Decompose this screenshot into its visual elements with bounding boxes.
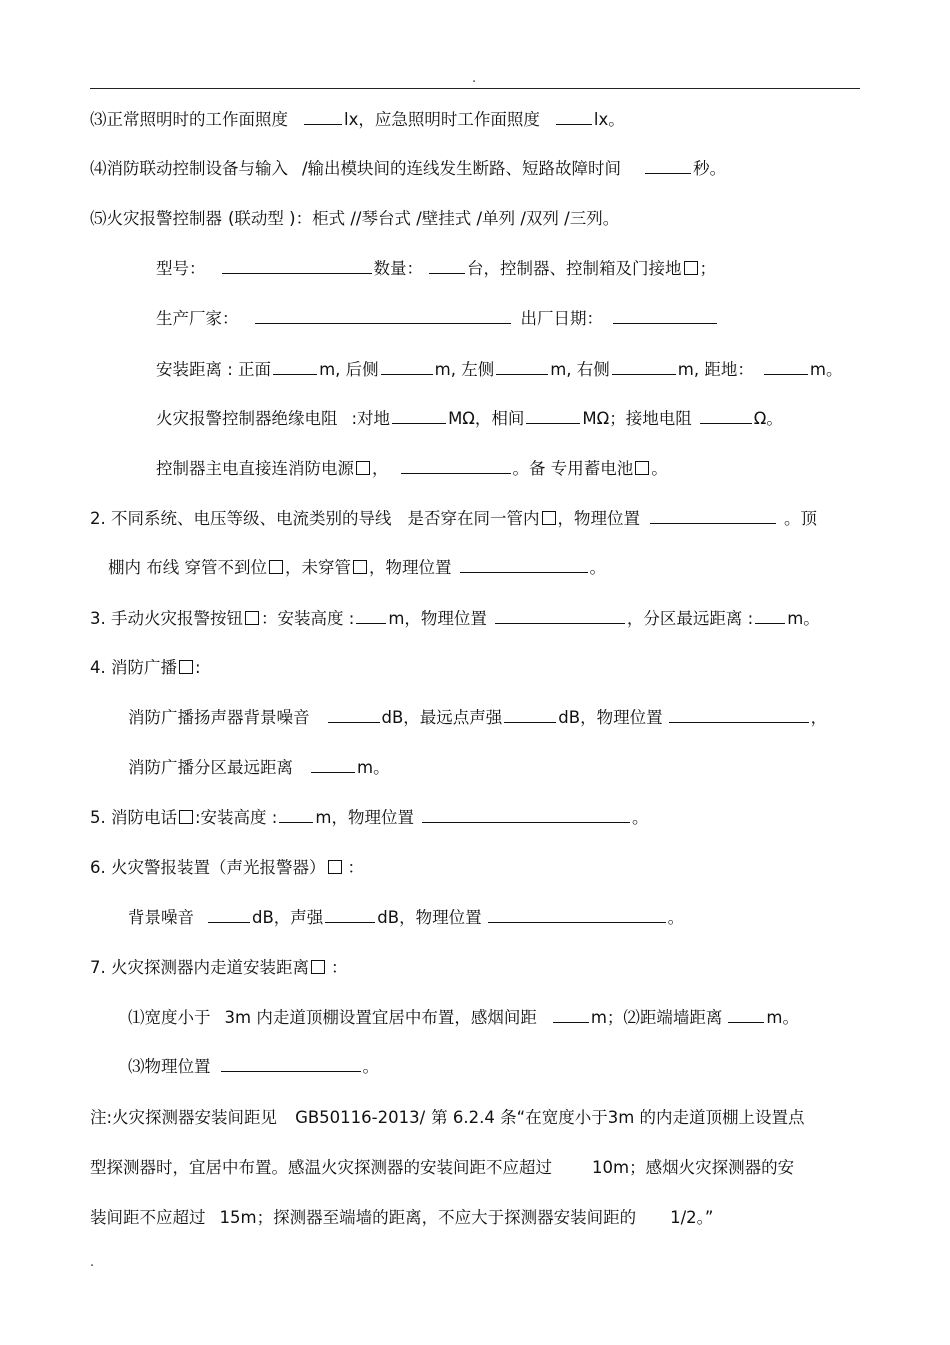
fire-phone-height-field[interactable] — [279, 807, 313, 823]
fire-phone-checkbox[interactable] — [179, 810, 193, 824]
header-rule — [90, 88, 860, 89]
broadcast-checkbox[interactable] — [179, 660, 193, 674]
main-power-checkbox[interactable] — [356, 461, 370, 475]
fault-time-field[interactable] — [645, 158, 691, 174]
line-detector-corridor: 7. 火灾探测器内走道安装距离 ： — [90, 958, 348, 977]
power-note-field[interactable] — [401, 458, 511, 474]
broadcast-distance-field[interactable] — [311, 757, 355, 773]
manual-alarm-location-field[interactable] — [495, 608, 625, 624]
speaker-location-field[interactable] — [669, 707, 809, 723]
alarm-noise-field[interactable] — [208, 907, 250, 923]
speaker-noise-field[interactable] — [328, 707, 380, 723]
line-power: 控制器主电直接连消防电源 ， 。备 专用蓄电池 。 — [156, 459, 668, 478]
line-ceiling-wiring: 棚内 布线 穿管不到位 ，未穿管 ，物理位置 。 — [108, 558, 606, 577]
conduit-incomplete-checkbox[interactable] — [269, 560, 283, 574]
line-install-distance: 安装距离 : 正面 m, 后侧 m, 左侧 m, 右侧 m, 距地： m。 — [156, 360, 843, 379]
emergency-illuminance-field[interactable] — [556, 109, 592, 125]
detector-corridor-checkbox[interactable] — [311, 960, 325, 974]
left-distance-field[interactable] — [496, 359, 548, 375]
manual-alarm-height-field[interactable] — [356, 608, 386, 624]
alarm-location-field[interactable] — [488, 907, 666, 923]
smoke-spacing-field[interactable] — [553, 1007, 589, 1023]
line-alarm-device: 6. 火灾警报装置（声光报警器） ： — [90, 858, 364, 877]
ceiling-location-field[interactable] — [460, 557, 588, 573]
note-line-1: 注:火灾探测器安装间距见 GB50116-2013/ 第 6.2.4 条“在宽度小于3m 的内走道顶棚上设置点 — [90, 1108, 805, 1127]
line-broadcast: 4. 消防广播 : — [90, 658, 201, 677]
line-insulation: 火灾报警控制器绝缘电阻 :对地 MΩ，相间 MΩ；接地电阻 Ω。 — [156, 409, 783, 428]
line-controller-type: ⑸火灾报警控制器 (联动型 )：柜式 //琴台式 /壁挂式 /单列 /双列 /三列。 — [90, 209, 620, 228]
model-field[interactable] — [222, 258, 372, 274]
grounding-checkbox[interactable] — [684, 261, 698, 275]
line-model: 型号： 数量： 台，控制器、控制箱及门接地 ； — [156, 259, 716, 278]
alarm-level-field[interactable] — [325, 907, 375, 923]
line-manual-alarm: 3. 手动火灾报警按钮 ：安装高度 : m，物理位置 ，分区最远距离 : m。 — [90, 609, 820, 628]
quantity-field[interactable] — [429, 258, 465, 274]
line-fire-phone: 5. 消防电话 :安装高度 : m，物理位置 。 — [90, 808, 649, 827]
same-conduit-checkbox[interactable] — [542, 511, 556, 525]
no-conduit-checkbox[interactable] — [353, 560, 367, 574]
line-detector-location: ⑶物理位置 。 — [128, 1057, 379, 1076]
speaker-level-field[interactable] — [504, 707, 556, 723]
manual-alarm-checkbox[interactable] — [245, 611, 259, 625]
right-distance-field[interactable] — [612, 359, 676, 375]
front-distance-field[interactable] — [273, 359, 317, 375]
footer-dot: . — [90, 1255, 95, 1270]
note-line-2: 型探测器时，宜居中布置。感温火灾探测器的安装间距不应超过 10m；感烟火灾探测器的安 — [90, 1158, 795, 1177]
detector-location-field[interactable] — [221, 1056, 361, 1072]
ground-resistance-field[interactable] — [392, 408, 446, 424]
battery-checkbox[interactable] — [635, 461, 649, 475]
rear-distance-field[interactable] — [381, 359, 433, 375]
manufacturer-field[interactable] — [255, 308, 511, 324]
line-detector-spacing: ⑴宽度小于 3m 内走道顶棚设置宜居中布置，感烟间距 m；⑵距端墙距离 m。 — [128, 1008, 799, 1027]
ground-height-field[interactable] — [764, 359, 808, 375]
header-dot: . — [472, 71, 477, 86]
line-illuminance: ⑶正常照明时的工作面照度 lx，应急照明时工作面照度 lx。 — [90, 110, 625, 129]
alarm-device-checkbox[interactable] — [328, 860, 342, 874]
normal-illuminance-field[interactable] — [304, 109, 342, 125]
line-speaker-noise: 消防广播扬声器背景噪音 dB，最远点声强 dB，物理位置 ， — [128, 708, 828, 727]
line-manufacturer: 生产厂家： 出厂日期： — [156, 308, 719, 330]
line-fault-time: ⑷消防联动控制设备与输入 /输出模块间的连线发生断路、短路故障时间 秒。 — [90, 159, 727, 178]
note-line-3: 装间距不应超过 15m；探测器至端墙的距离，不应大于探测器安装间距的 1/2。” — [90, 1208, 714, 1227]
phase-resistance-field[interactable] — [526, 408, 580, 424]
end-wall-distance-field[interactable] — [728, 1007, 764, 1023]
line-wiring: 2. 不同系统、电压等级、电流类别的导线 是否穿在同一管内 ，物理位置 。顶 — [90, 509, 817, 528]
manual-alarm-distance-field[interactable] — [755, 608, 785, 624]
line-broadcast-distance: 消防广播分区最远距离 m。 — [128, 758, 390, 777]
wiring-location-field[interactable] — [650, 508, 776, 524]
manufacture-date-field[interactable] — [613, 308, 717, 324]
earth-resistance-field[interactable] — [700, 408, 752, 424]
line-alarm-noise: 背景噪音 dB，声强 dB，物理位置 。 — [128, 908, 685, 927]
fire-phone-location-field[interactable] — [422, 807, 630, 823]
